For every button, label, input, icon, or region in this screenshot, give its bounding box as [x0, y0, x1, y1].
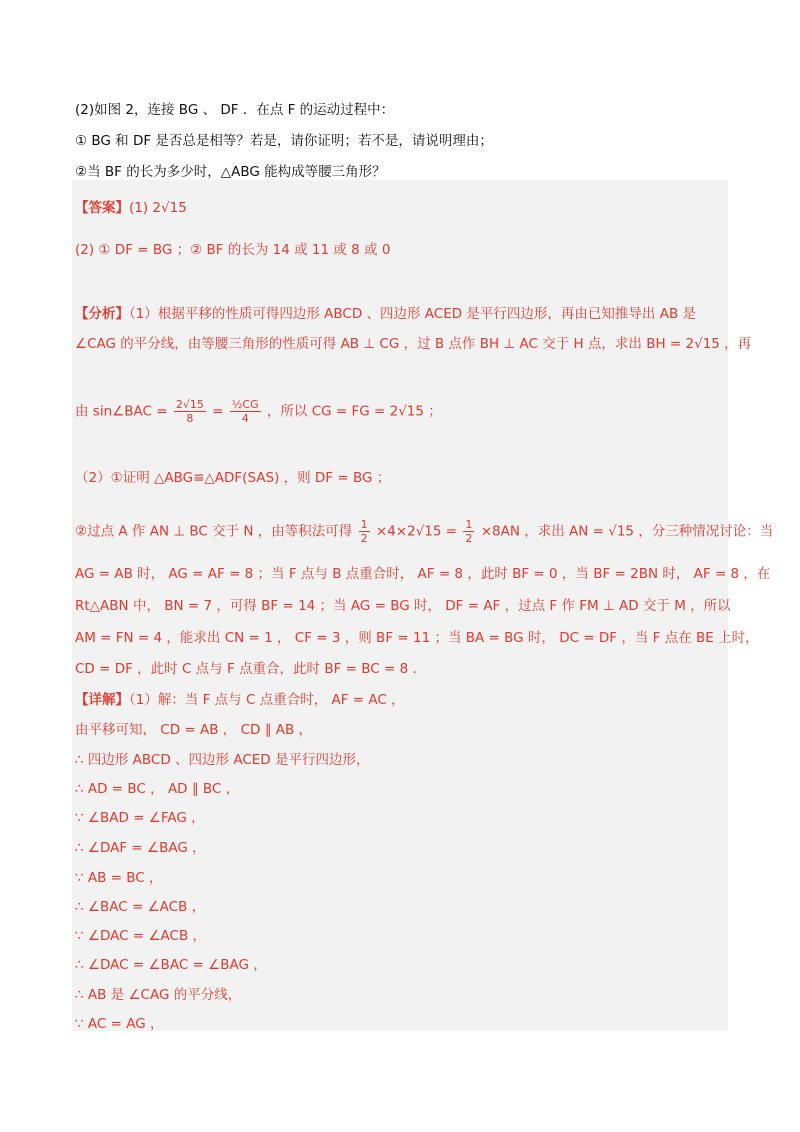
analysis-line-7: Rt△ABN 中， BN = 7 ，可得 BF = 14 ；当 AG = BG 时， DF = AF ，过点 F 作 FM ⊥ AD 交于 M ，所以	[75, 598, 731, 614]
fraction: $\frac{2√15}{8}$	[175, 398, 204, 425]
detail-line-10: ∴ ∠DAC = ∠BAC = ∠BAG ，	[75, 957, 267, 973]
question-line-3: ②当 BF 的长为多少时，△ABG 能构成等腰三角形？	[75, 164, 386, 180]
detail-line-7: ∵ AB = BC ，	[75, 870, 163, 886]
analysis-line-5: ②过点 A 作 AN ⊥ BC 交于 N ，由等积法可得 $\frac{1}{2}$ ×4×2√15 = $\frac{1}{2}$ ×8AN ，求出 AN = √15 ，分三种情况讨论：当	[75, 518, 774, 545]
analysis-line-1: 【分析】（1）根据平移的性质可得四边形 ABCD 、四边形 ACED 是平行四边形，再由已知推导出 AB 是	[75, 306, 697, 322]
detail-line-11: ∴ AB 是 ∠CAG 的平分线，	[75, 987, 242, 1003]
detail-line-5: ∵ ∠BAD = ∠FAG ，	[75, 810, 205, 826]
fraction: $\frac{1}{2}$	[465, 518, 473, 545]
analysis-line-9: CD = DF ，此时 C 点与 F 点重合，此时 BF = BC = 8 ．	[75, 661, 426, 677]
detail-line-12: ∵ AC = AG ，	[75, 1016, 164, 1032]
analysis-line-8: AM = FN = 4 ，能求出 CN = 1 ， CF = 3 ，则 BF = 11 ；当 BA = BG 时， DC = DF ，当 F 点在 BE 上时，	[75, 630, 759, 646]
question-line-1: (2)如图 2，连接 BG 、 DF ．在点 F 的运动过程中：	[75, 102, 395, 118]
fraction: $\frac{\text{½CG}}{4}$	[231, 398, 259, 425]
answer-tag: 【答案】	[75, 200, 129, 216]
detail-line-6: ∴ ∠DAF = ∠BAG ，	[75, 840, 206, 856]
answer-line-1	[75, 196, 187, 216]
detail-line-4: ∴ AD = BC ， AD ∥ BC ，	[75, 781, 240, 797]
analysis-tag: 【分析】	[75, 306, 129, 322]
detail-line-1: 【详解】（1）解：当 F 点与 C 点重合时， AF = AC ，	[75, 692, 405, 708]
question-line-2: ① BG 和 DF 是否总是相等？若是，请你证明；若不是，请说明理由；	[75, 133, 493, 149]
answer-part-2: (2) ① DF = BG ；② BF 的长为 14 或 11 或 8 或 0	[75, 242, 391, 258]
fraction: $\frac{1}{2}$	[360, 518, 368, 545]
analysis-line-3: 由 sin∠BAC = $\frac{2√15}{8}$ = $\frac{\text{½CG}}{4}$ ，所以 CG = FG = 2√15 ；	[75, 398, 442, 425]
answer-part-1: (1) 2√15	[129, 200, 187, 216]
analysis-line-4: （2）①证明 △ABG≌△ADF(SAS) ，则 DF = BG ；	[75, 470, 391, 486]
detail-line-3: ∴ 四边形 ABCD 、四边形 ACED 是平行四边形，	[75, 752, 370, 768]
analysis-line-6: AG = AB 时， AG = AF = 8 ；当 F 点与 B 点重合时， AF = 8 ，此时 BF = 0 ，当 BF = 2BN 时， AF = 8 ，在	[75, 566, 771, 582]
detail-line-2: 由平移可知， CD = AB ， CD ∥ AB ，	[75, 722, 313, 738]
detail-line-8: ∴ ∠BAC = ∠ACB ，	[75, 899, 206, 915]
detail-line-9: ∵ ∠DAC = ∠ACB ，	[75, 928, 207, 944]
analysis-line-2: ∠CAG 的平分线，由等腰三角形的性质可得 AB ⊥ CG ，过 B 点作 BH ⊥ AC 交于 H 点，求出 BH = 2√15 ，再	[75, 336, 752, 352]
detail-tag: 【详解】	[75, 692, 129, 708]
